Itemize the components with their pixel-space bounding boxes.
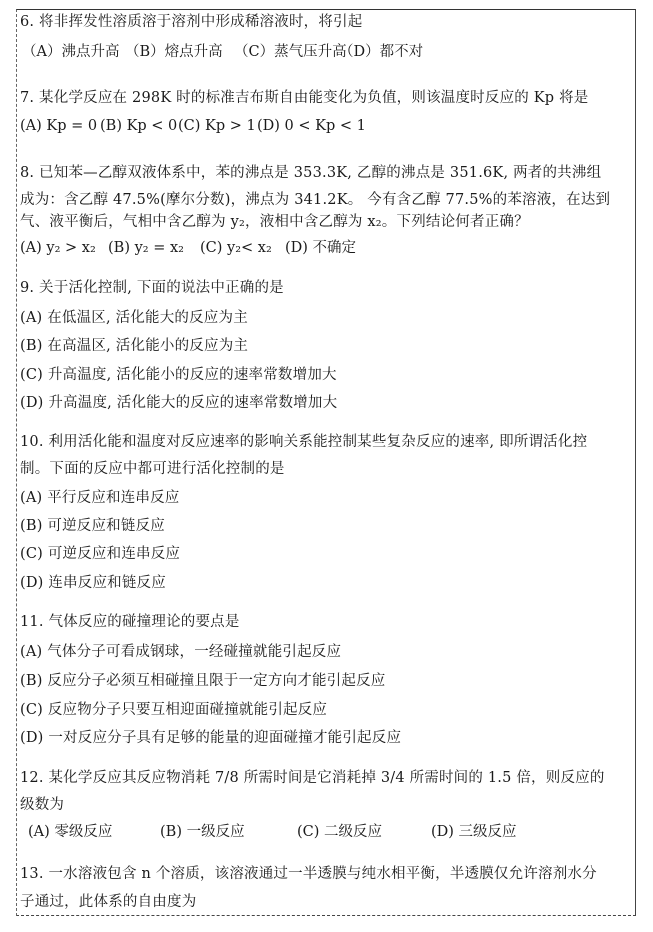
question-6-option-d: （D）都不对 <box>339 44 424 60</box>
question-10-option-c: (C) 可逆反应和连串反应 <box>20 546 181 562</box>
question-12-text-line1: 12. 某化学反应其反应物消耗 7/8 所需时间是它消耗掉 3/4 所需时间的 1.5 倍，则反应的 <box>20 770 605 786</box>
question-13-text-line2: 子通过，此体系的自由度为 <box>20 894 197 910</box>
question-8-option-b: (B) y₂ = x₂ <box>108 240 184 256</box>
question-9-option-c: (C) 升高温度, 活化能小的反应的速率常数增加大 <box>20 367 337 383</box>
question-8-text-line1: 8. 已知苯—乙醇双液体系中，苯的沸点是 353.3K, 乙醇的沸点是 351.6K, 两者的共沸组 <box>20 165 602 181</box>
question-8-text-line2: 成为：含乙醇 47.5%(摩尔分数)，沸点为 341.2K。 今有含乙醇 77.5%的苯溶液，在达到 <box>20 192 611 208</box>
question-7-text: 7. 某化学反应在 298K 时的标准吉布斯自由能变化为负值，则该温度时反应的 Kp 将是 <box>20 90 589 106</box>
question-6-text: 6. 将非挥发性溶质溶于溶剂中形成稀溶液时，将引起 <box>20 14 363 30</box>
question-11-text: 11. 气体反应的碰撞理论的要点是 <box>20 614 240 630</box>
question-9-text: 9. 关于活化控制, 下面的说法中正确的是 <box>20 280 284 296</box>
question-6-option-c: （C）蒸气压升高 <box>234 44 347 60</box>
question-9-option-d: (D) 升高温度, 活化能大的反应的速率常数增加大 <box>20 395 338 411</box>
question-8-option-a: (A) y₂ > x₂ <box>20 240 96 256</box>
question-7-option-c: (C) Kp > 1 <box>178 118 256 134</box>
question-11-option-a: (A) 气体分子可看成钢球，一经碰撞就能引起反应 <box>20 644 342 660</box>
question-13-text-line1: 13. 一水溶液包含 n 个溶质，该溶液通过一半透膜与纯水相平衡，半透膜仅允许溶剂水分 <box>20 866 597 882</box>
question-8-option-c: (C) y₂< x₂ <box>200 240 272 256</box>
question-8-option-d: (D) 不确定 <box>285 240 357 256</box>
question-6-option-a: （A）沸点升高 <box>22 44 120 60</box>
question-10-text-line2: 制。下面的反应中都可进行活化控制的是 <box>20 461 285 477</box>
question-9-option-b: (B) 在高温区, 活化能小的反应为主 <box>20 338 249 354</box>
question-11-option-d: (D) 一对反应分子具有足够的能量的迎面碰撞才能引起反应 <box>20 730 402 746</box>
question-7-option-b: (B) Kp < 0 <box>100 118 178 134</box>
question-12-text-line2: 级数为 <box>20 797 65 813</box>
question-11-option-b: (B) 反应分子必须互相碰撞且限于一定方向才能引起反应 <box>20 673 386 689</box>
question-7-option-a: (A) Kp = 0 <box>20 118 98 134</box>
question-9-option-a: (A) 在低温区, 活化能大的反应为主 <box>20 310 248 326</box>
question-10-option-b: (B) 可逆反应和链反应 <box>20 518 165 534</box>
question-7-option-d: (D) 0 < Kp < 1 <box>257 118 366 134</box>
question-10-text-line1: 10. 利用活化能和温度对反应速率的影响关系能控制某些复杂反应的速率, 即所谓活化控 <box>20 434 588 450</box>
question-12-option-c: (C) 二级反应 <box>297 824 383 840</box>
question-10-option-a: (A) 平行反应和连串反应 <box>20 490 180 506</box>
question-10-option-d: (D) 连串反应和链反应 <box>20 575 166 591</box>
question-8-text-line3: 气、液平衡后，气相中含乙醇为 y₂，液相中含乙醇为 x₂。下列结论何者正确？ <box>20 214 529 230</box>
question-12-option-b: (B) 一级反应 <box>160 824 245 840</box>
question-6-option-b: （B）熔点升高 <box>125 44 223 60</box>
question-12-option-d: (D) 三级反应 <box>431 824 517 840</box>
question-11-option-c: (C) 反应物分子只要互相迎面碰撞就能引起反应 <box>20 702 328 718</box>
question-12-option-a: (A) 零级反应 <box>28 824 113 840</box>
